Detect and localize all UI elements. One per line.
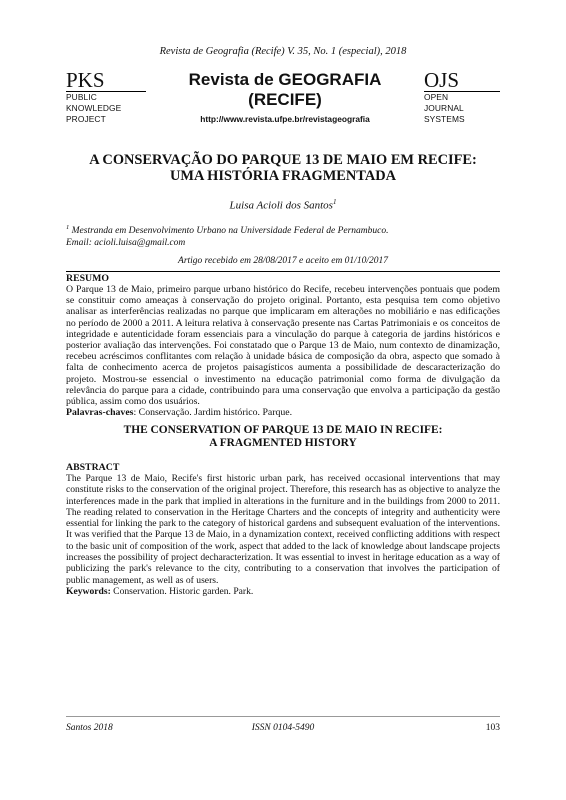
author-footnote-mark: 1: [332, 198, 337, 206]
footer-divider: [66, 716, 500, 717]
ojs-line: OPEN: [424, 92, 449, 102]
resumo-keywords: [66, 407, 500, 418]
pkp-line: KNOWLEDGE: [66, 103, 122, 113]
abstract-heading: ABSTRACT: [66, 462, 120, 473]
running-header: Revista de Geografia (Recife) V. 35, No. 1 (especial), 2018: [159, 46, 407, 57]
resumo-heading: RESUMO: [66, 273, 110, 284]
footer-citation: Santos 2018: [66, 723, 113, 733]
abstract-keywords: [66, 586, 500, 597]
ojs-acronym: OJS: [424, 70, 500, 92]
author-name: [0, 198, 566, 212]
ojs-line: JOURNAL: [424, 103, 464, 113]
page-number: 103: [485, 723, 500, 733]
title-en-line: THE CONSERVATION OF PARQUE 13 DE MAIO IN RECIFE:: [123, 424, 443, 436]
journal-title-block: [146, 70, 424, 126]
journal-city: (RECIFE): [248, 90, 322, 109]
keywords-en: Conservation. Historic garden. Park.: [110, 585, 254, 597]
title-pt-line: UMA HISTÓRIA FRAGMENTADA: [170, 168, 396, 184]
pkp-acronym: PKS: [66, 70, 146, 92]
keywords-label-en: Keywords:: [66, 585, 111, 597]
ojs-logo: [424, 70, 500, 125]
title-pt-line: A CONSERVAÇÃO DO PARQUE 13 DE MAIO EM RECIFE:: [89, 152, 477, 168]
abstract-body: The Parque 13 de Maio, Recife's first historic urban park, has received occasional interventions that may constitute risks to the conservation of the original project. Therefore, this research has as objective to analyze the interferences made in the park that implied in alterations in the furniture and in the buildings from 2000 to 2011. The reading related to conservation in the Heritage Charters and the concepts of integrity and authenticity were essential for linking the park to the category of historical gardens and subsequent evaluation of the interventions. It was verified that the Parque 13 de Maio, in a dynamization context, received conflicting additions with respect to the basic unit of composition of the work, aspect that added to the lack of knowledge about landscape projects increases the possibility of project decharacterization. It was essential to invest in heritage education as a way of publicizing the park's relevance to the city, contributing to a conservation that involves the participation of public management, as well as of users.: [66, 473, 500, 586]
pkp-line: PROJECT: [66, 114, 106, 124]
title-en-line: A FRAGMENTED HISTORY: [209, 437, 357, 449]
affiliation-footnote-mark: 1: [66, 224, 70, 231]
affiliation-text: Mestranda em Desenvolvimento Urbano na Universidade Federal de Pernambuco.: [71, 226, 389, 237]
article-title-pt: [40, 152, 526, 184]
journal-url[interactable]: http://www.revista.ufpe.br/revistageografia: [200, 114, 370, 124]
pkp-line: PUBLIC: [66, 92, 97, 102]
keywords-label-pt: Palavras-chaves: [66, 407, 134, 419]
journal-name: Revista de GEOGRAFIA: [188, 70, 382, 89]
abstract-section: [66, 462, 500, 597]
affiliation-block: [66, 222, 506, 249]
article-title-en: [40, 424, 526, 450]
resumo-section: [66, 271, 500, 418]
author-email: Email: acioli.luisa@gmail.com: [66, 238, 186, 249]
received-dates: Artigo recebido em 28/08/2017 e aceito em 01/10/2017: [178, 256, 388, 266]
keywords-pt: : Conservação. Jardim histórico. Parque.: [133, 407, 293, 419]
journal-masthead: [66, 70, 500, 128]
pkp-logo: [66, 70, 146, 125]
ojs-line: SYSTEMS: [424, 114, 465, 124]
author-text: Luisa Acioli dos Santos: [229, 199, 333, 212]
footer-issn: ISSN 0104-5490: [251, 723, 315, 733]
resumo-body: O Parque 13 de Maio, primeiro parque urbano histórico do Recife, recebeu intervenções pontuais que podem se constituir como ameaças à conservação do projeto original. Portanto, esta pesquisa tem como objetivo analisar as interferências realizadas no parque que implicaram em alterações no mobiliário e nas edificações no período de 2000 a 2011. A leitura relativa à conservação presente nas Cartas Patrimoniais e os conceitos de integridade e autenticidade foram essenciais para a vinculação do parque à categoria de jardins históricos e posterior avaliação das intervenções. Foi constatado que o Parque 13 de Maio, num contexto de dinamização, recebeu acréscimos conflitantes com relação à unidade básica de composição da obra, aspecto que somado à falta de conhecimento acerca de projetos paisagísticos aumenta a possibilidade de descaracterização do projeto. Mostrou-se essencial o investimento na educação patrimonial como forma de divulgação da relevância do parque para a cidade, contribuindo para uma conservação que envolva a participação da gestão pública, assim como dos usuários.: [66, 284, 500, 408]
